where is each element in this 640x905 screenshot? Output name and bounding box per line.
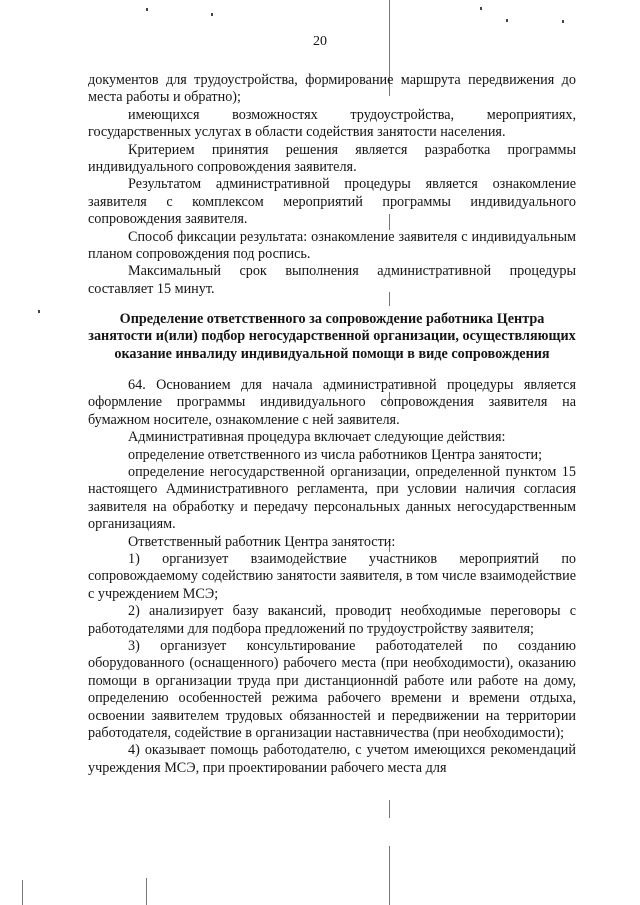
scan-dot bbox=[38, 310, 40, 313]
paragraph: Результатом административной процедуры является ознакомление заявителя с комплексом мероприятий программы индивидуального сопровождения заявителя. bbox=[88, 176, 576, 228]
paragraph: Административная процедура включает следующие действия: bbox=[128, 429, 506, 446]
paragraph: 64. Основанием для начала административной процедуры является оформление программы индивидуального сопровождения заявителя на бумажном носителе, ознакомление с ней заявителя. bbox=[88, 376, 576, 428]
page-number: 20 bbox=[313, 34, 327, 49]
paragraph: документов для трудоустройства, формирование маршрута передвижения до места работы и обратно); bbox=[88, 72, 576, 106]
scan-line bbox=[389, 800, 390, 818]
paragraph: определение негосударственной организации, определенной пунктом 15 настоящего Административного регламента, при условии наличия согласия заявителя на обработку и передачу персональных данных негосударственным организациям. bbox=[88, 463, 576, 533]
paragraph: Критерием принятия решения является разработка программы индивидуального сопровождения заявителя. bbox=[88, 141, 576, 176]
section-heading: Определение ответственного за сопровождение работника Центра занятости и(или) подбор негосударственной организации, осуществляющих оказание инвалиду индивидуальной помощи в виде сопровождения bbox=[88, 311, 576, 362]
scan-dot bbox=[562, 20, 564, 23]
scan-dot bbox=[211, 13, 213, 16]
scan-line bbox=[146, 878, 147, 905]
scan-dot bbox=[146, 8, 148, 11]
paragraph: Способ фиксации результата: ознакомление заявителя с индивидуальным планом сопровождения под роспись. bbox=[88, 228, 576, 263]
numbered-item: 2) анализирует базу вакансий, проводит необходимые переговоры с работодателями для подбора предложений по трудоустройству заявителя; bbox=[88, 603, 576, 637]
numbered-item: 4) оказывает помощь работодателю, с учетом имеющихся рекомендаций учреждения МСЭ, при проектировании рабочего места для bbox=[88, 742, 576, 776]
scan-line bbox=[22, 880, 23, 905]
paragraph: Максимальный срок выполнения административной процедуры составляет 15 минут. bbox=[88, 263, 576, 297]
paragraph: имеющихся возможностях трудоустройства, мероприятиях, государственных услугах в области содействия занятости населения. bbox=[88, 106, 576, 141]
numbered-item: 1) организует взаимодействие участников мероприятий по сопровождаемому содействию занятости заявителя, в том числе взаимодействие с учреждением МСЭ; bbox=[88, 550, 576, 602]
paragraph: определение ответственного из числа работников Центра занятости; bbox=[128, 446, 543, 463]
numbered-item: 3) организует консультирование работодателей по созданию оборудованного (оснащенного) рабочего места (при необходимости), оказанию помощи в организации труда при дистанционной работе или работе на дому, определению особенностей режима рабочего времени и времени отдыха, освоении заявителем трудовых обязанностей и передвижении на территории работодателя, содействие в организации наставничества (при необходимости); bbox=[88, 637, 576, 742]
scan-dot bbox=[480, 7, 482, 10]
scan-line bbox=[389, 846, 390, 905]
scan-dot bbox=[506, 19, 508, 22]
document-body bbox=[88, 72, 576, 777]
paragraph: Ответственный работник Центра занятости: bbox=[128, 533, 396, 550]
